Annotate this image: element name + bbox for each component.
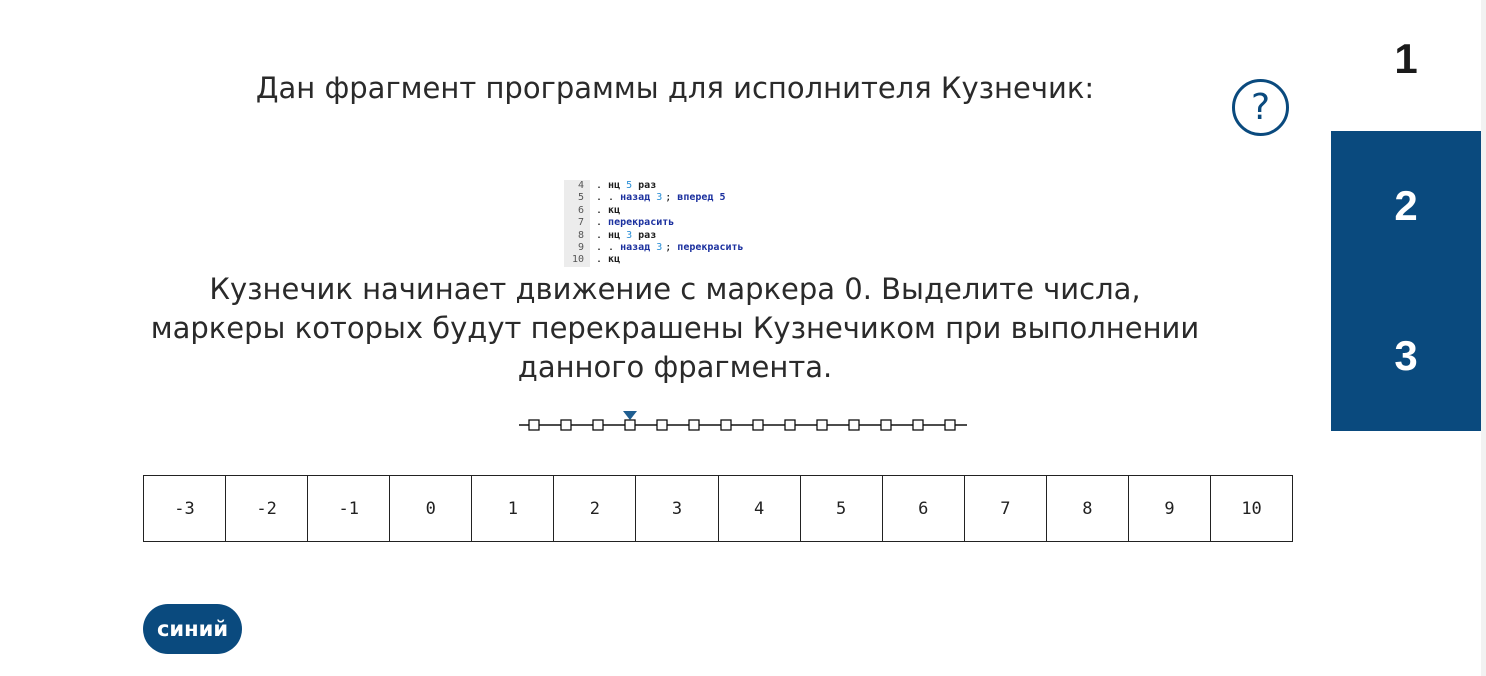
number-line-marker [945,420,955,430]
code-line [564,217,764,229]
code-token: . . [596,241,621,253]
code-token: 5 [719,192,726,204]
answer-cell[interactable]: 1 [472,476,554,541]
code-token: нц [608,229,627,241]
line-code [590,242,744,254]
number-line-marker [721,420,731,430]
number-line-marker [753,420,763,430]
task-tab-1[interactable]: 1 [1331,0,1481,131]
code-line [564,180,764,192]
code-token: 3 [656,192,663,204]
code-token: ; [665,192,678,204]
code-line [564,192,764,204]
task-question: Кузнечик начинает движение с маркера 0. Выделите числа, маркеры которых будут перекрашены Кузнечиком при выполнении данного фрагмента. [150,272,1200,384]
code-token: раз [632,180,657,191]
line-number: 9 [564,242,590,254]
code-line [564,254,764,266]
task-tab-3[interactable]: 3 [1331,281,1481,431]
code-fragment [564,180,764,267]
task-tabs [1331,0,1481,431]
line-code [590,230,656,242]
code-token: назад [620,192,657,204]
task-tab-2[interactable]: 2 [1331,131,1481,281]
answer-cell[interactable]: 6 [883,476,965,541]
number-line [516,408,970,438]
answer-cell[interactable]: 5 [801,476,883,541]
task-title: Дан фрагмент программы для исполнителя Кузнечик: [255,71,1095,105]
number-line-marker [625,420,635,430]
line-number: 6 [564,205,590,217]
number-line-marker [529,420,539,430]
line-number: 5 [564,192,590,204]
code-token: . [596,229,609,241]
number-line-marker [849,420,859,430]
code-token: ; [665,241,678,253]
line-number: 4 [564,180,590,192]
help-button[interactable] [1232,79,1289,136]
grasshopper-marker-icon [623,411,637,420]
line-number: 10 [564,254,590,266]
code-token: вперед [677,192,720,204]
color-button[interactable]: синий [143,604,242,654]
answer-cell[interactable]: 3 [636,476,718,541]
code-line [564,205,764,217]
number-line-marker [593,420,603,430]
answer-cell[interactable]: -1 [308,476,390,541]
line-number: 8 [564,230,590,242]
answer-cell[interactable]: 10 [1241,498,1262,519]
answer-cell[interactable]: 2 [554,476,636,541]
code-token: назад [620,241,657,253]
number-line-marker [657,420,667,430]
answer-cell[interactable]: 0 [390,476,472,541]
code-token: . [596,217,609,229]
answer-cell[interactable]: -2 [226,476,308,541]
scrollbar-track[interactable] [1481,0,1486,676]
answer-cell[interactable]: 4 [719,476,801,541]
help-icon: ? [1250,86,1271,128]
code-token: 3 [626,229,633,241]
line-code [590,217,674,229]
line-code [590,180,656,192]
answer-cell[interactable]: 7 [965,476,1047,541]
code-token: кц [608,204,621,216]
code-token: нц [608,180,627,191]
line-number: 7 [564,217,590,229]
code-token: перекрасить [677,241,744,253]
code-token: раз [632,229,657,241]
line-code [590,205,620,217]
line-code [590,192,725,204]
number-line-marker [785,420,795,430]
code-token: 5 [626,180,633,191]
code-line [564,242,764,254]
code-token: . [596,204,609,216]
line-code [590,254,620,266]
code-line [564,230,764,242]
answer-grid [143,475,1293,542]
code-token: . . [596,192,621,204]
code-token: 3 [656,241,663,253]
code-token: кц [608,254,621,266]
answer-cell[interactable]: -3 [144,476,226,541]
number-line-marker [689,420,699,430]
number-line-marker [881,420,891,430]
number-line-marker [913,420,923,430]
number-line-marker [561,420,571,430]
code-token: . [596,180,609,191]
answer-cell[interactable]: 8 [1047,476,1129,541]
number-line-marker [817,420,827,430]
code-token: . [596,254,609,266]
answer-cell[interactable]: 9 [1129,476,1211,541]
code-token: перекрасить [608,217,675,229]
